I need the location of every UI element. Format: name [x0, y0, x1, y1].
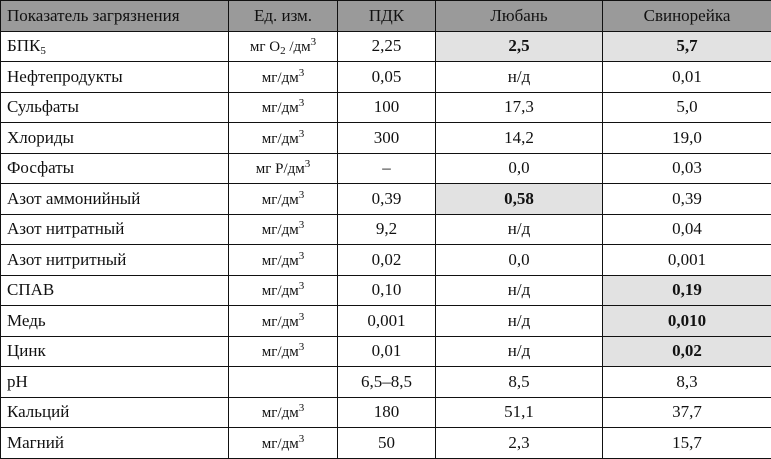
table-row [1, 214, 771, 245]
pdk-value: 100 [338, 92, 436, 123]
svinoreika-value: 0,010 [603, 306, 771, 337]
unit-superscript: 3 [305, 158, 311, 170]
pdk-value: 0,10 [338, 275, 436, 306]
unit-text: мг/дм [262, 131, 299, 147]
luban-value: 51,1 [436, 397, 603, 428]
luban-value: н/д [436, 214, 603, 245]
indicator-name-cell [1, 92, 229, 123]
svinoreika-value: 0,19 [603, 275, 771, 306]
indicator-name-cell [1, 153, 229, 184]
indicator-name: Хлориды [7, 128, 74, 147]
indicator-name-cell [1, 336, 229, 367]
unit-text: мг/дм [262, 253, 299, 269]
unit-text: мг/дм [262, 344, 299, 360]
svinoreika-value: 5,0 [603, 92, 771, 123]
pdk-value: 50 [338, 428, 436, 459]
indicator-name-cell [1, 306, 229, 337]
unit-text: мг/дм [262, 436, 299, 452]
unit-cell [229, 397, 338, 428]
indicator-name: Азот аммонийный [7, 189, 140, 208]
pdk-value: 0,001 [338, 306, 436, 337]
svinoreika-value: 37,7 [603, 397, 771, 428]
unit-superscript: 3 [299, 250, 305, 262]
indicator-name: Фосфаты [7, 158, 74, 177]
luban-value: 0,0 [436, 153, 603, 184]
table-row [1, 123, 771, 154]
unit-superscript: 3 [299, 341, 305, 353]
pdk-value: 0,01 [338, 336, 436, 367]
unit-text: мг/дм [262, 70, 299, 86]
pdk-value: 0,05 [338, 62, 436, 93]
unit-text: мг/дм [262, 100, 299, 116]
unit-cell [229, 245, 338, 276]
indicator-name-cell [1, 367, 229, 398]
unit-text: мг/дм [262, 283, 299, 299]
header-row [1, 1, 771, 32]
indicator-name: Магний [7, 433, 64, 452]
table-body [1, 31, 771, 458]
pdk-value: 9,2 [338, 214, 436, 245]
pdk-value: 180 [338, 397, 436, 428]
header-pdk: ПДК [338, 1, 436, 32]
unit-cell [229, 184, 338, 215]
pdk-value: 0,39 [338, 184, 436, 215]
table-row [1, 92, 771, 123]
svinoreika-value: 0,04 [603, 214, 771, 245]
table-row [1, 336, 771, 367]
indicator-name: Азот нитратный [7, 219, 124, 238]
indicator-name: pH [7, 372, 28, 391]
luban-value: н/д [436, 62, 603, 93]
svinoreika-value: 0,02 [603, 336, 771, 367]
svinoreika-value: 5,7 [603, 31, 771, 62]
table-row [1, 397, 771, 428]
indicator-name-cell [1, 245, 229, 276]
indicator-name: Сульфаты [7, 97, 79, 116]
header-unit: Ед. изм. [229, 1, 338, 32]
unit-text: мг P/дм [256, 161, 305, 177]
unit-superscript: 3 [299, 67, 305, 79]
indicator-name-cell [1, 184, 229, 215]
unit-superscript: 3 [311, 36, 317, 48]
svinoreika-value: 0,39 [603, 184, 771, 215]
table-row [1, 153, 771, 184]
pdk-value: – [338, 153, 436, 184]
indicator-name: Цинк [7, 341, 46, 360]
svinoreika-value: 0,03 [603, 153, 771, 184]
indicator-name: Азот нитритный [7, 250, 126, 269]
table-row [1, 306, 771, 337]
indicator-name-cell [1, 62, 229, 93]
indicator-name-cell [1, 123, 229, 154]
table-row [1, 62, 771, 93]
indicator-name: Нефтепродукты [7, 67, 123, 86]
unit-superscript: 3 [299, 402, 305, 414]
indicator-name-subscript: 5 [40, 45, 46, 57]
unit-text: мг O [250, 39, 280, 55]
unit-subscript: 2 [280, 45, 286, 57]
table-row [1, 428, 771, 459]
luban-value: 2,3 [436, 428, 603, 459]
table-row [1, 245, 771, 276]
indicator-name-cell [1, 428, 229, 459]
luban-value: н/д [436, 336, 603, 367]
unit-superscript: 3 [299, 311, 305, 323]
unit-cell [229, 123, 338, 154]
unit-cell [229, 428, 338, 459]
unit-superscript: 3 [299, 97, 305, 109]
svinoreika-value: 0,01 [603, 62, 771, 93]
indicator-name-cell [1, 31, 229, 62]
unit-superscript: 3 [299, 128, 305, 140]
svinoreika-value: 15,7 [603, 428, 771, 459]
pdk-value: 6,5–8,5 [338, 367, 436, 398]
unit-tail: /дм [286, 39, 311, 55]
svinoreika-value: 0,001 [603, 245, 771, 276]
table-row [1, 275, 771, 306]
header-indicator: Показатель загрязнения [1, 1, 229, 32]
pdk-value: 0,02 [338, 245, 436, 276]
unit-cell [229, 275, 338, 306]
luban-value: 8,5 [436, 367, 603, 398]
unit-cell [229, 92, 338, 123]
unit-superscript: 3 [299, 433, 305, 445]
table-row [1, 31, 771, 62]
unit-cell [229, 214, 338, 245]
luban-value: 0,58 [436, 184, 603, 215]
unit-cell [229, 62, 338, 93]
table-row [1, 184, 771, 215]
unit-superscript: 3 [299, 189, 305, 201]
unit-cell [229, 336, 338, 367]
luban-value: н/д [436, 275, 603, 306]
unit-text: мг/дм [262, 192, 299, 208]
header-luban: Любань [436, 1, 603, 32]
indicator-name: Медь [7, 311, 46, 330]
unit-text: мг/дм [262, 222, 299, 238]
unit-text: мг/дм [262, 405, 299, 421]
unit-cell [229, 31, 338, 62]
unit-cell [229, 367, 338, 398]
pdk-value: 300 [338, 123, 436, 154]
indicator-name-cell [1, 214, 229, 245]
luban-value: 14,2 [436, 123, 603, 154]
unit-text: мг/дм [262, 314, 299, 330]
unit-cell [229, 306, 338, 337]
luban-value: 17,3 [436, 92, 603, 123]
indicator-name: СПАВ [7, 280, 54, 299]
indicator-name-cell [1, 397, 229, 428]
unit-superscript: 3 [299, 219, 305, 231]
indicator-name: Кальций [7, 402, 69, 421]
svinoreika-value: 19,0 [603, 123, 771, 154]
indicator-name-cell [1, 275, 229, 306]
indicator-name: БПК [7, 36, 40, 55]
table-row [1, 367, 771, 398]
pdk-value: 2,25 [338, 31, 436, 62]
luban-value: н/д [436, 306, 603, 337]
unit-cell [229, 153, 338, 184]
luban-value: 2,5 [436, 31, 603, 62]
luban-value: 0,0 [436, 245, 603, 276]
header-svinoreika: Свинорейка [603, 1, 771, 32]
svinoreika-value: 8,3 [603, 367, 771, 398]
unit-superscript: 3 [299, 280, 305, 292]
